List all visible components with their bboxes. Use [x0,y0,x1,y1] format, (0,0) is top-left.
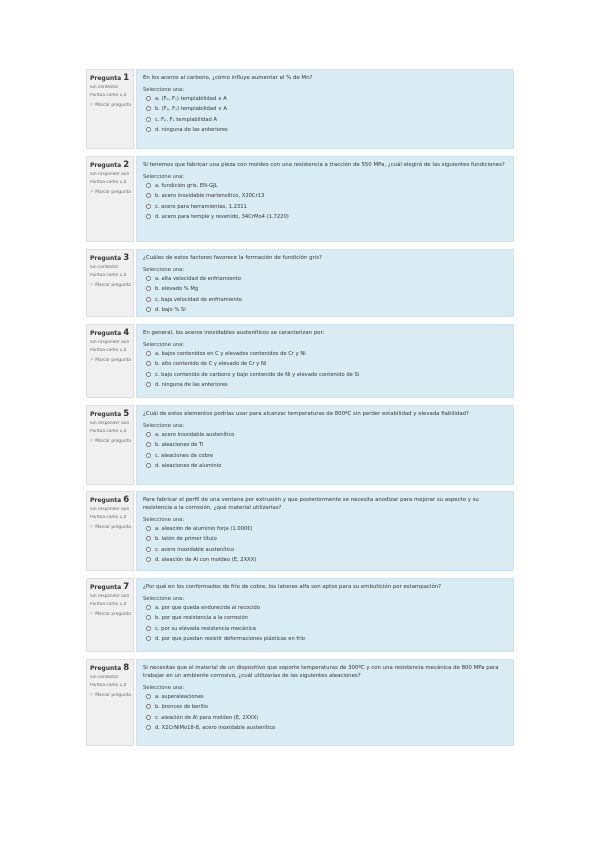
question-info [86,578,134,652]
flag-icon: ⚐ [90,103,94,109]
question-number: Pregunta 8 [90,663,130,673]
flag-label: Marcar pregunta [95,693,131,699]
radio-button[interactable] [146,547,151,552]
radio-button[interactable] [146,526,151,531]
question-text: Si tenemos que fabricar una pieza con moldeo con una resistencia a tracción de 550 MPa, ¿cuál elegirá de las siguientes fundiciones? [143,162,505,168]
question-state: Puntúa como 1,0 [90,347,127,353]
answer-option-label: b. latón de primer título [155,536,217,543]
question-1 [86,69,514,149]
question-content [136,324,514,398]
radio-button[interactable] [146,626,151,631]
question-state: Sin contestar [90,265,119,270]
radio-button[interactable] [146,286,151,291]
answer-option-label: c. bajo contenido de carbono y bajo contenido de Ni y elevado contenido de Si [155,371,360,378]
answer-prompt: Seleccione una: [143,596,185,602]
radio-button[interactable] [146,193,151,198]
radio-button[interactable] [146,432,151,437]
question-state: Puntúa como 1,0 [90,682,127,688]
answer-option-label: c. Fₚ, Fₛ templabilidad A [155,116,217,123]
question-7 [86,578,514,652]
question-content [136,69,514,149]
answer-option[interactable] [143,723,507,733]
answer-option[interactable] [143,349,507,359]
radio-button[interactable] [146,536,151,541]
flag-icon: ⚐ [90,439,94,445]
question-number: Pregunta 4 [90,328,130,338]
radio-button[interactable] [146,715,151,720]
radio-button[interactable] [146,557,151,562]
answer-option[interactable] [143,634,507,644]
radio-button[interactable] [146,96,151,101]
radio-button[interactable] [146,382,151,387]
question-8 [86,659,514,746]
answer-option[interactable] [143,274,507,284]
answer-option-label: c. acero para herramientas, 1.2311 [155,203,247,210]
question-info [86,659,134,746]
answer-option[interactable] [143,125,507,135]
radio-button[interactable] [146,694,151,699]
answer-option-label: a. superaleaciones [155,694,204,700]
answer-option-label: c. baja velocidad de enfriamiento [155,296,242,303]
answer-option[interactable] [143,613,507,623]
answer-option-label: a. acero inoxidable austenítico [155,432,235,438]
question-6 [86,491,514,571]
question-state: Puntúa como 1,0 [90,428,127,434]
flag-question-link[interactable] [90,283,131,289]
question-content [136,156,514,242]
radio-button[interactable] [146,297,151,302]
question-number: Pregunta 2 [90,160,130,170]
question-state: Puntúa como 1,0 [90,601,127,607]
radio-button[interactable] [146,307,151,312]
answer-option-label: b. por que resistencia a la corrosión [155,615,248,622]
flag-icon: ⚐ [90,612,94,618]
question-state: Puntúa como 1,0 [90,179,127,185]
question-state: Sin contestar [90,85,119,90]
answer-option[interactable] [143,603,507,613]
question-content [136,249,514,317]
answer-option[interactable] [143,104,507,114]
answer-option-label: a. aleación de aluminio forja (1.000€) [155,526,253,532]
flag-label: Marcar pregunta [95,190,131,196]
question-text: ¿Cuál de estos elementos podrías usar para alcanzar temperaturas de 800ºC sin perder estabilidad y elevada fiabilidad? [143,411,469,417]
radio-button[interactable] [146,453,151,458]
question-text: En los aceros al carbono, ¿cómo influye aumentar el % de Mn? [143,75,313,81]
radio-button[interactable] [146,372,151,377]
answer-option-label: a. alta velocidad de enfriamiento [155,276,241,282]
flag-question-link[interactable] [90,358,131,364]
answer-option-label: a. por que queda endurecida al recocido [155,605,260,611]
radio-button[interactable] [146,361,151,366]
answer-prompt: Seleccione una: [143,87,185,93]
answer-option[interactable] [143,534,507,544]
flag-question-link[interactable] [90,190,131,196]
answer-option[interactable] [143,692,507,702]
answer-option[interactable] [143,430,507,440]
answer-option-label: d. X2CrNiMo18-8, acero inoxidable austenítico [155,724,276,731]
radio-button[interactable] [146,615,151,620]
flag-label: Marcar pregunta [95,283,131,289]
answer-option[interactable] [143,295,507,305]
question-state: Puntúa como 1,0 [90,514,127,520]
question-4 [86,324,514,398]
answer-option-label: b. elevado % Mg [155,286,199,293]
answer-option-label: d. acero para temple y revenido, 34CrMo4 (1.7220) [155,213,289,220]
answer-option-label: d. aleación de Al con moldeo (E, 2XXX) [155,556,257,563]
answer-prompt: Seleccione una: [143,423,185,429]
radio-button[interactable] [146,214,151,219]
question-state: Sin responder aún [90,421,130,426]
answer-option-label: a. bajos contenidos en C y elevados contenidos de Cr y Ni [155,351,306,357]
answer-option[interactable] [143,451,507,461]
question-content [136,659,514,746]
radio-button[interactable] [146,106,151,111]
flag-label: Marcar pregunta [95,525,131,531]
answer-option[interactable] [143,370,507,380]
answer-option-label: d. ninguna de las anteriores [155,126,228,133]
answer-prompt: Seleccione una: [143,174,185,180]
question-number: Pregunta 1 [90,73,130,83]
answer-option[interactable] [143,380,507,390]
answer-option[interactable] [143,191,507,201]
flag-question-link[interactable] [90,439,131,445]
question-number: Pregunta 5 [90,409,130,419]
question-text: Si necesitas que el material de un dispositivo que soporte temperaturas de 300ºC y con una resistencia mecánica de 800 MPa para trabajar en un ambiente corrosivo, ¿cuál utilizarías de las siguientes aleaciones? [143,665,499,679]
flag-label: Marcar pregunta [95,358,131,364]
question-info [86,324,134,398]
question-number: Pregunta 6 [90,495,130,505]
answer-option-label: a. fundición gris, EN-GJL [155,183,218,189]
answer-option-label: c. acero inoxidable austenítico [155,546,235,553]
answer-option[interactable] [143,545,507,555]
question-3 [86,249,514,317]
answer-option-label: d. bajo % Si [155,306,186,313]
answer-prompt: Seleccione una: [143,517,185,523]
radio-button[interactable] [146,276,151,281]
radio-button[interactable] [146,442,151,447]
question-state: Puntúa como 1,0 [90,272,127,278]
answer-option[interactable] [143,702,507,712]
radio-button[interactable] [146,351,151,356]
flag-question-link[interactable] [90,525,131,531]
radio-button[interactable] [146,127,151,132]
radio-button[interactable] [146,725,151,730]
answer-option-label: d. por que puedan resistir deformaciones plásticas en frío [155,635,305,642]
answer-option[interactable] [143,440,507,450]
answer-prompt: Seleccione una: [143,342,185,348]
answer-option[interactable] [143,94,507,104]
radio-button[interactable] [146,204,151,209]
question-number: Pregunta 7 [90,582,130,592]
question-content [136,578,514,652]
radio-button[interactable] [146,605,151,610]
flag-icon: ⚐ [90,283,94,289]
answer-option-label: d. ninguna de las anteriores [155,381,228,388]
answer-option[interactable] [143,181,507,191]
answer-option[interactable] [143,202,507,212]
question-content [136,405,514,485]
answer-option-label: b. acero inoxidable martensítico, X20Cr13 [155,193,265,200]
question-state: Sin responder aún [90,172,130,177]
radio-button[interactable] [146,463,151,468]
question-info [86,405,134,485]
radio-button[interactable] [146,704,151,709]
answer-option-label: b. (Fₚ, Fₛ) templabilidad ∨ A [155,106,227,113]
answer-option-label: c. aleación de Al para moldeo (E, 2XXX) [155,714,259,721]
answer-option-label: b. bronces de berilio [155,704,209,711]
flag-question-link[interactable] [90,103,131,109]
answer-option[interactable] [143,524,507,534]
question-state: Sin contestar [90,675,119,680]
answer-prompt: Seleccione una: [143,267,185,273]
flag-icon: ⚐ [90,358,94,364]
question-text: ¿Cuáles de estos factores favorece la formación de fundición gris? [143,255,322,261]
radio-button[interactable] [146,183,151,188]
radio-button[interactable] [146,117,151,122]
answer-option[interactable] [143,115,507,125]
question-info [86,491,134,571]
question-text: Para fabricar el perfil de una ventana por extrusión y que posteriormente se necesita anodizar para mejorar su aspecto y su resistencia a la corrosión, ¿qué material utilizarías? [143,497,479,511]
flag-question-link[interactable] [90,612,131,618]
radio-button[interactable] [146,636,151,641]
question-state: Puntúa como 1,0 [90,92,127,98]
question-state: Sin responder aún [90,594,130,599]
question-info [86,156,134,242]
flag-label: Marcar pregunta [95,439,131,445]
answer-option-label: d. aleaciones de aluminio [155,462,222,469]
flag-icon: ⚐ [90,525,94,531]
answer-option[interactable] [143,461,507,471]
flag-icon: ⚐ [90,190,94,196]
answer-prompt: Seleccione una: [143,685,185,691]
answer-option[interactable] [143,284,507,294]
question-text: En general, los aceros inoxidables austeníticos se caracterizan por: [143,330,325,336]
question-2 [86,156,514,242]
flag-icon: ⚐ [90,693,94,699]
answer-option-label: b. aleaciones de Ti [155,442,204,449]
answer-option-label: b. alto contenido de C y elevado de Cr y Ni [155,361,267,368]
question-state: Sin responder aún [90,507,130,512]
answer-option[interactable] [143,713,507,723]
question-5 [86,405,514,485]
answer-option[interactable] [143,555,507,565]
answer-option-label: c. por su elevada resistencia mecánica [155,625,256,632]
flag-label: Marcar pregunta [95,103,131,109]
answer-option-label: a. (Fₚ, Fₛ) templabilidad ∧ A [155,96,227,102]
flag-question-link[interactable] [90,693,131,699]
question-info [86,249,134,317]
question-info [86,69,134,149]
answer-option-label: c. aleaciones de cobre [155,452,214,459]
question-state: Sin responder aún [90,340,130,345]
answer-option[interactable] [143,359,507,369]
question-text: ¿Por qué en los conformados de frío de cobre, los latones alfa son aptos para su embutición por estampación? [143,584,442,590]
flag-label: Marcar pregunta [95,612,131,618]
question-content [136,491,514,571]
answer-option[interactable] [143,305,507,315]
answer-option[interactable] [143,212,507,222]
answer-option[interactable] [143,624,507,634]
question-number: Pregunta 3 [90,253,130,263]
